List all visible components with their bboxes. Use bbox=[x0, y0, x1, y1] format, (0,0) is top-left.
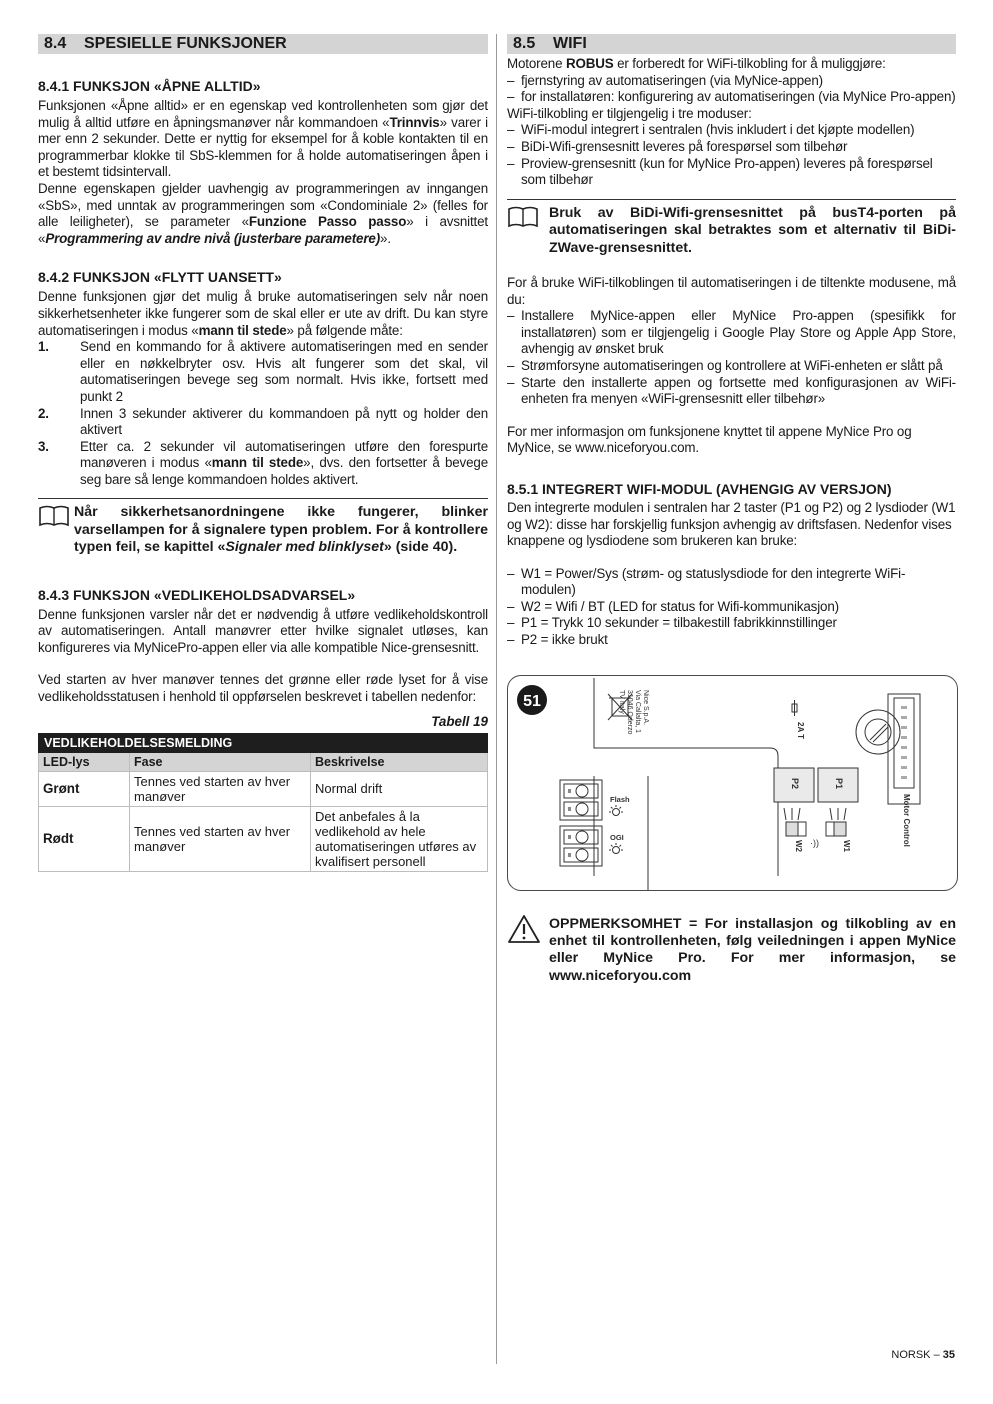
paragraph-open-always-1: Funksjonen «Åpne alltid» er en egenskap ved kontrollenheten som gjør det mulig å alltid utføre en åpningsmanøver når kommandoen «Trinnvis» varer i mer enn 2 sekunder. Dette er nyttig for eksempel for å koble kontakten til en programmerbar klokke til SbS-klemmen for å holde automatiseringen åpen i et bestemt tidsintervall. bbox=[38, 98, 488, 180]
ogi-label: OGI bbox=[610, 832, 624, 842]
flash-lamp-icon bbox=[609, 805, 623, 816]
company-line: TV Italy bbox=[618, 689, 625, 714]
left-column bbox=[38, 34, 488, 872]
table-header: Beskrivelse bbox=[311, 752, 488, 771]
warning-triangle-icon bbox=[507, 914, 549, 986]
list-item: – Proview-grensesnitt (kun for MyNice Pro-appen) leveres på forespørsel som tilbehør bbox=[507, 156, 956, 189]
list-item: – P2 = ikke brukt bbox=[507, 632, 956, 649]
wifi-modes-list bbox=[507, 122, 956, 188]
w1-led bbox=[834, 822, 846, 836]
subsection-title-8-5-1: 8.5.1 INTEGRERT WIFI-MODUL (AVHENGIG AV VERSJON) bbox=[507, 480, 892, 497]
w2-label: W2 bbox=[794, 839, 803, 852]
note-text-safety: Når sikkerhetsanordningene ikke fungerer, blinker varsellampen for å signalere typen problem. For å kontrollere typen feil, se kapittel «Signaler med blinklyset» (side 40). bbox=[74, 504, 488, 556]
subsection-title-8-4-1: 8.4.1 FUNKSJON «ÅPNE ALLTID» bbox=[38, 78, 261, 94]
right-column bbox=[507, 34, 956, 985]
subsection-title-8-4-2: 8.4.2 FUNKSJON «FLYTT UANSETT» bbox=[38, 269, 282, 286]
table-row: Rødt Tennes ved starten av hver manøver Det anbefales å la vedlikehold av hele automatiseringen utføres av kvalifisert personell bbox=[39, 806, 488, 871]
wifi-steps-list bbox=[507, 308, 956, 408]
steps-list bbox=[38, 339, 488, 488]
board-diagram bbox=[508, 676, 957, 890]
note-box-safety bbox=[38, 498, 488, 556]
flash-label: Flash bbox=[610, 794, 630, 804]
ogi-lamp-icon bbox=[609, 843, 623, 854]
table-header: LED-lys bbox=[39, 752, 130, 771]
paragraph-maintenance-2: Ved starten av hver manøver tennes det grønne eller røde lyset for å vise vedlikeholdsstatusen i henhold til oppførselen beskrevet i tabellen nedenfor: bbox=[38, 672, 488, 705]
section-heading-8-4 bbox=[38, 34, 488, 54]
list-item: – fjernstyring av automatiseringen (via MyNice-appen) bbox=[507, 73, 956, 90]
list-item: – Installere MyNice-appen eller MyNice Pro-appen (spesifikk for installatøren) som er tilgjengelig i Google Play Store og Apple App Store, avhengig av ønsket bruk bbox=[507, 308, 956, 358]
wifi-use-intro: For å bruke WiFi-tilkoblingen til automatiseringen i de tiltenkte modusene, må du: bbox=[507, 274, 956, 307]
page-number: 35 bbox=[942, 1349, 955, 1361]
p2-label: P2 bbox=[790, 777, 800, 789]
note-box-bidi bbox=[507, 199, 956, 257]
fuse-icon bbox=[792, 700, 797, 716]
column-divider bbox=[496, 34, 497, 1364]
step-item: 2. Innen 3 sekunder aktiverer du kommandoen på nytt og holder den aktivert bbox=[38, 405, 488, 438]
warning-box bbox=[507, 909, 956, 986]
book-icon bbox=[507, 205, 549, 257]
wifi-modes-intro: WiFi-tilkobling er tilgjengelig i tre moduser: bbox=[507, 105, 752, 121]
company-line: Nice S.p.A. bbox=[642, 689, 649, 725]
maintenance-table bbox=[38, 733, 488, 872]
terminal-blocks bbox=[560, 780, 602, 866]
wifi-intro: Motorene ROBUS er forberedt for WiFi-tilkobling for å muliggjøre: bbox=[507, 56, 886, 71]
section-number: 8.5 bbox=[513, 35, 536, 52]
motor-label: Motor Control bbox=[902, 793, 911, 847]
figure-51-board bbox=[507, 675, 958, 891]
list-item: – W2 = Wifi / BT (LED for status for Wifi-kommunikasjon) bbox=[507, 599, 956, 616]
p1-label: P1 bbox=[834, 777, 844, 789]
section-number: 8.4 bbox=[44, 35, 67, 52]
figure-number: 51 bbox=[523, 692, 541, 710]
list-item: – BiDi-Wifi-grensesnitt leveres på forespørsel som tilbehør bbox=[507, 139, 956, 156]
paragraph-maintenance-1: Denne funksjonen varsler når det er nødvendig å utføre vedlikeholdskontroll av automatiseringen. Antall manøvrer etter hvilke signalet utløses, kan konfigureres via MyNicePro-appen eller via alle kompatible Nice-grensesnitt. bbox=[38, 606, 488, 655]
paragraph-open-always-2: Denne egenskapen gjelder uavhengig av programmeringen av inngangen «SbS», med unntak av programmeringen som «Condominiale 2» (felles for alle leiligheter), se parameter «Funzione Passo passo» i avsnittet «Programmering av andre nivå (justerbare parametere)». bbox=[38, 180, 488, 246]
table-caption: Tabell 19 bbox=[431, 713, 488, 729]
company-line: 31046 Oderzo bbox=[626, 689, 633, 735]
list-item: – WiFi-modul integrert i sentralen (hvis inkludert i det kjøpte modellen) bbox=[507, 122, 956, 139]
paragraph-move-anyway: Denne funksjonen gjør det mulig å bruke automatiseringen selv når noen sikkerhetsenheter ikke fungerer som de skal eller er ute av drift. Du kan styre automatiseringen i modus «mann til stede» på følgende måte: bbox=[38, 289, 488, 338]
section-heading-8-5 bbox=[507, 34, 956, 54]
w2-led bbox=[786, 822, 798, 836]
buttons-leds-list bbox=[507, 566, 956, 649]
wifi-purpose-list bbox=[507, 73, 956, 106]
warning-text: OPPMERKSOMHET = For installasjon og tilkobling av en enhet til kontrollenheten, følg veiledningen i appen MyNice eller MyNice Pro. For mer informasjon, se www.niceforyou.com bbox=[549, 915, 956, 984]
list-item: – Starte den installerte appen og fortsette med konfigurasjonen av WiFi-enheten fra menyen «WiFi-grensesnitt eller tilbehør» bbox=[507, 375, 956, 408]
wifi-signal-icon: ·)) bbox=[810, 837, 819, 848]
section-title: SPESIELLE FUNKSJONER bbox=[84, 35, 287, 52]
table-title: VEDLIKEHOLDELSESMELDING bbox=[39, 733, 488, 752]
w1-label: W1 bbox=[842, 839, 851, 852]
company-line: Via Callalta, 1 bbox=[634, 689, 641, 733]
table-row: Grønt Tennes ved starten av hver manøver Normal drift bbox=[39, 771, 488, 806]
step-item: 1. Send en kommando for å aktivere automatiseringen med en sender eller en nøkkelbryter osv. Hvis alt fungerer som det skal, vil automatiseringen bevege seg som normalt. Hvis ikke, fortsett med punkt 2 bbox=[38, 339, 488, 404]
list-item: – Strømforsyne automatiseringen og kontrollere at WiFi-enheten er slått på bbox=[507, 358, 956, 375]
list-item: – W1 = Power/Sys (strøm- og statuslysdiode for den integrerte WiFi-modulen) bbox=[507, 566, 956, 599]
fuse-label: 2A T bbox=[796, 721, 805, 739]
section-title: WIFI bbox=[553, 35, 587, 52]
step-item: 3. Etter ca. 2 sekunder vil automatiseringen utføre den forespurte manøveren i modus «mann til stede», dvs. den fortsetter å bevege seg bare så lenge kommandoen holdes aktivert. bbox=[38, 438, 488, 487]
note-text-bidi: Bruk av BiDi-Wifi-grensesnittet på busT4-porten på automatiseringen skal betraktes som et alternativ til BiDi-ZWave-grensesnittet. bbox=[549, 204, 956, 256]
book-icon bbox=[38, 504, 74, 556]
subsection-title-8-4-3: 8.4.3 FUNKSJON «VEDLIKEHOLDSADVARSEL» bbox=[38, 586, 356, 603]
footer-language: NORSK – bbox=[891, 1349, 943, 1361]
list-item: – for installatøren: konfigurering av automatiseringen (via MyNice Pro-appen) bbox=[507, 89, 956, 106]
page-footer bbox=[891, 1349, 955, 1361]
paragraph-integrated-module: Den integrerte modulen i sentralen har 2 taster (P1 og P2) og 2 lysdioder (W1 og W2): disse har forskjellig funksjon avhengig av driftsfasen. Nedenfor vises knappene og lysdiodene som brukeren kan bruke: bbox=[507, 499, 956, 549]
list-item: – P1 = Trykk 10 sekunder = tilbakestill fabrikkinnstillinger bbox=[507, 615, 956, 632]
more-info-paragraph: For mer informasjon om funksjonene knyttet til appene MyNice Pro og MyNice, se www.niceforyou.com. bbox=[507, 423, 912, 456]
table-header: Fase bbox=[130, 752, 311, 771]
